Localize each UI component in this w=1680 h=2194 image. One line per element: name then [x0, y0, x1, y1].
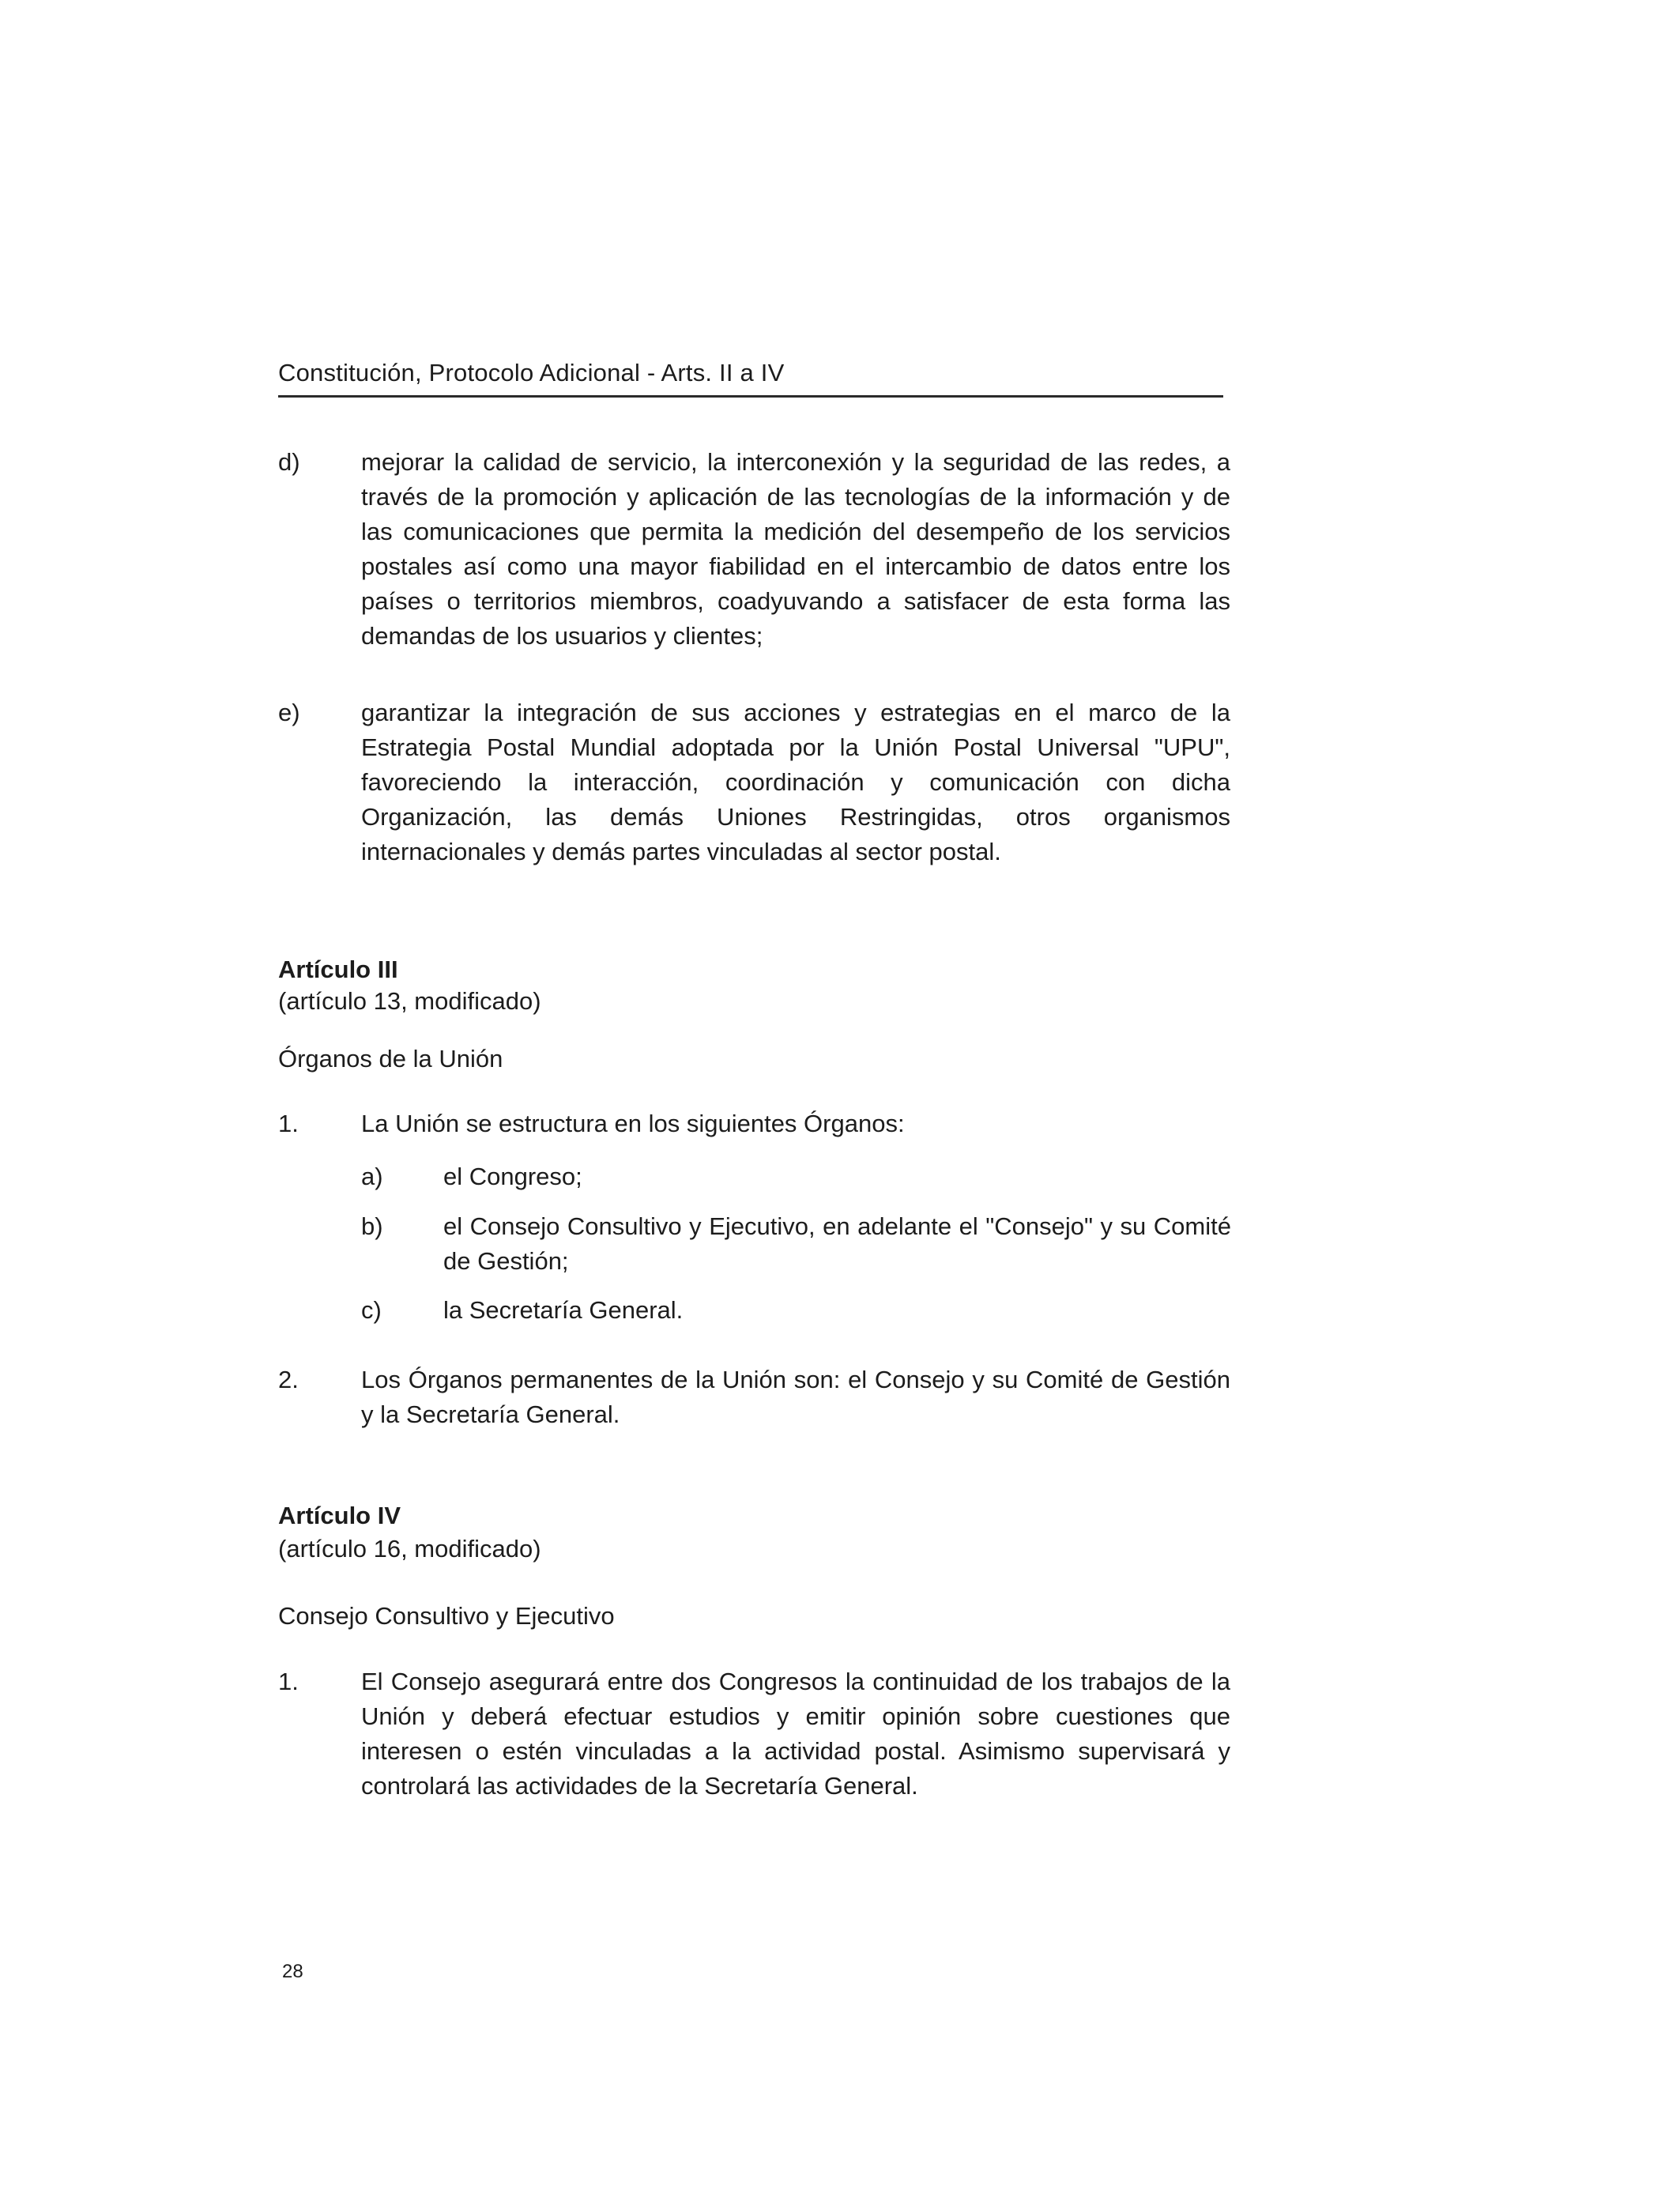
item-label: e) [278, 699, 300, 726]
subitem-label: c) [361, 1296, 382, 1324]
item-text: Los Órganos permanentes de la Unión son: el Consejo y su Comité de Gestión y la Secretaría General. [361, 1366, 1230, 1428]
subitem-label: b) [361, 1212, 383, 1240]
article-3-title: Artículo III [278, 956, 398, 983]
subitem-text: el Consejo Consultivo y Ejecutivo, en adelante el "Consejo" y su Comité de Gestión; [443, 1212, 1231, 1275]
page-number: 28 [282, 1961, 303, 1982]
item-label: d) [278, 448, 300, 476]
subitem-label: a) [361, 1163, 383, 1190]
item-label: 1. [278, 1110, 299, 1137]
article-4-subtitle: (artículo 16, modificado) [278, 1535, 541, 1563]
article-3-subtitle: (artículo 13, modificado) [278, 987, 541, 1015]
running-header: Constitución, Protocolo Adicional - Arts. II a IV [278, 359, 785, 386]
item-text: mejorar la calidad de servicio, la interconexión y la seguridad de las redes, a través de la promoción y aplicación de las tecnologías de la información y de las comunicaciones que permita la medición del desempeño de los servicios postales así como una mayor fiabilidad en el intercambio de datos entre los países o territorios miembros, coadyuvando a satisfacer de esta forma las demandas de los usuarios y clientes; [361, 448, 1230, 650]
article-3-heading: Órganos de la Unión [278, 1045, 503, 1072]
subitem-text: la Secretaría General. [443, 1296, 684, 1324]
item-label: 1. [278, 1668, 299, 1695]
header-rule [278, 395, 1223, 398]
item-label: 2. [278, 1366, 299, 1393]
item-text: El Consejo asegurará entre dos Congresos la continuidad de los trabajos de la Unión y deberá efectuar estudios y emitir opinión sobre cuestiones que interesen o estén vinculadas a la actividad postal. Asimismo supervisará y controlará las actividades de la Secretaría General. [361, 1668, 1230, 1800]
article-4-heading: Consejo Consultivo y Ejecutivo [278, 1602, 615, 1630]
subitem-text: el Congreso; [443, 1163, 582, 1190]
item-text: La Unión se estructura en los siguientes Órganos: [361, 1110, 905, 1137]
item-text: garantizar la integración de sus acciones y estrategias en el marco de la Estrategia Postal Mundial adoptada por la Unión Postal Universal "UPU", favoreciendo la interacción, coordinación y comunicación con dicha Organización, las demás Uniones Restringidas, otros organismos internacionales y demás partes vinculadas al sector postal. [361, 699, 1230, 865]
article-4-title: Artículo IV [278, 1502, 401, 1529]
